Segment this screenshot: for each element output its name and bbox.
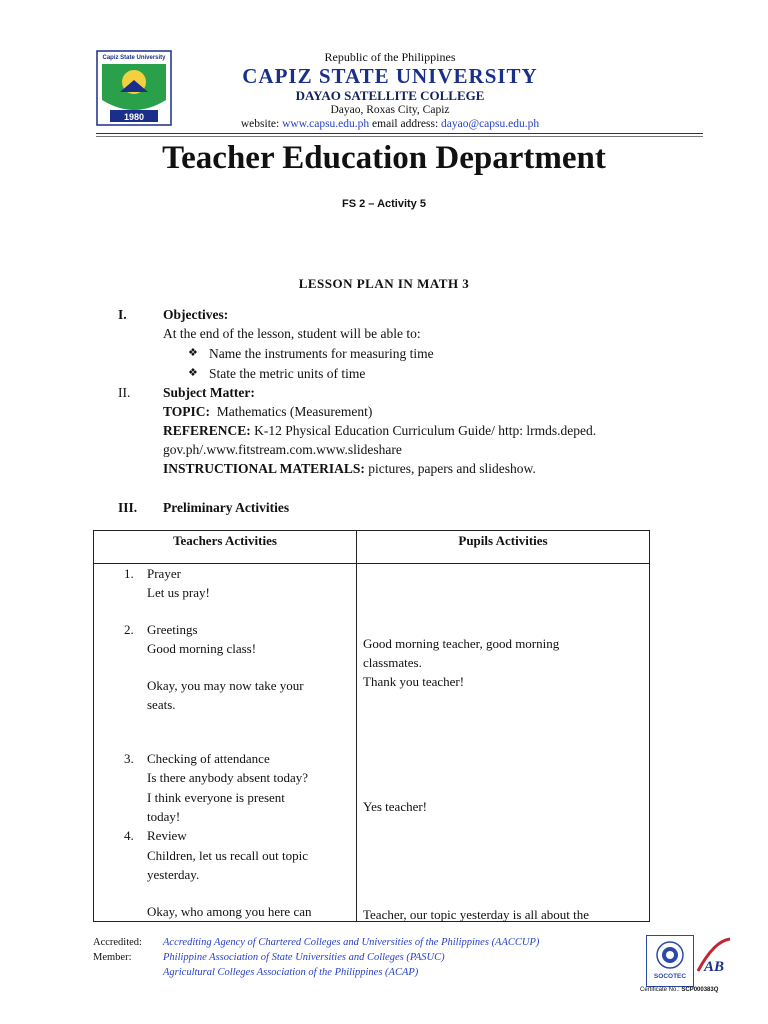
department-title: Teacher Education Department (162, 140, 606, 176)
pupil-line: Good morning teacher, good morning (363, 636, 560, 651)
bullet-icon: ❖ (188, 367, 198, 379)
pupil-line: Thank you teacher! (363, 674, 465, 689)
university-name: CAPIZ STATE UNIVERSITY (242, 64, 538, 88)
accredited-line (163, 935, 539, 950)
member1-text: Philippine Association of State Universities and Colleges (163, 952, 404, 963)
bullet-icon: ❖ (188, 347, 198, 359)
logo-text: Capiz State University (102, 55, 166, 61)
section-1-title: Objectives: (163, 307, 229, 322)
accredited-label: Accredited: (93, 937, 142, 948)
teacher-line: Let us pray! (147, 585, 210, 600)
objectives-intro: At the end of the lesson, student will be able to: (163, 326, 421, 341)
teacher-item-number: 4. (124, 828, 134, 843)
section-1-number: I. (118, 307, 127, 322)
table-divider (356, 531, 357, 921)
section-3-number: III. (118, 500, 138, 515)
objective-item: State the metric units of time (209, 366, 366, 381)
section-2-title: Subject Matter: (163, 385, 255, 400)
pupil-line: classmates. (363, 655, 422, 670)
teacher-line: yesterday. (147, 867, 200, 882)
member1-abbr: (PASUC) (406, 952, 445, 963)
reference-label: REFERENCE: (163, 423, 251, 438)
lesson-title: LESSON PLAN IN MATH 3 (298, 276, 470, 291)
teacher-line: Greetings (147, 622, 198, 637)
certificate-number (640, 987, 718, 993)
table-header-pupils: Pupils Activities (458, 533, 548, 548)
activity-label: FS 2 – Activity 5 (342, 198, 426, 210)
member2-text: Agricultural Colleges Association of the Philippines (163, 967, 383, 978)
reference-value: K-12 Physical Education Curriculum Guide/ http: lrmds.deped. (254, 423, 597, 438)
materials-line (163, 459, 536, 478)
socotec-certification-badge (646, 935, 694, 987)
teacher-line: Okay, who among you here can (147, 904, 312, 919)
accredited-text: Accrediting Agency of Chartered Colleges and Universities of the Philippines (163, 937, 489, 948)
badge1-text: SOCOTEC (653, 973, 687, 980)
website-label: website: (240, 118, 280, 130)
header-rule-thin (96, 136, 703, 137)
teacher-line: Prayer (147, 566, 181, 581)
logo-year: 1980 (123, 112, 145, 122)
cert-label: Certificate No.: (640, 987, 680, 993)
teacher-line: Is there anybody absent today? (147, 770, 309, 785)
teacher-line: Okay, you may now take your (147, 678, 304, 693)
header-rule (96, 133, 703, 134)
website-link[interactable]: www.capsu.edu.ph (282, 118, 370, 130)
email-link[interactable]: dayao@capsu.edu.ph (441, 118, 540, 130)
badge2-text: AB (703, 959, 725, 975)
university-logo (96, 50, 172, 126)
college-address: Dayao, Roxas City, Capiz (330, 104, 450, 116)
member-line-1 (163, 950, 445, 965)
reference-line (163, 421, 596, 440)
ab-accreditation-badge (694, 935, 734, 985)
objective-item: Name the instruments for measuring time (209, 346, 434, 361)
email-label: email address: (372, 118, 439, 130)
teacher-line: Children, let us recall out topic (147, 848, 309, 863)
section-3-title: Preliminary Activities (163, 500, 290, 515)
materials-value: pictures, papers and slideshow. (368, 461, 536, 476)
accredited-abbr: (AACCUP) (491, 937, 540, 948)
reference-continued: gov.ph/.www.fitstream.com.www.slideshare (163, 442, 402, 457)
member-label: Member: (93, 952, 132, 963)
member-line-2 (163, 965, 418, 980)
topic-value: Mathematics (Measurement) (216, 404, 373, 419)
section-2-number: II. (118, 385, 131, 400)
topic-line (163, 402, 372, 421)
cert-value: SCP000383Q (681, 987, 719, 993)
teacher-item-number: 1. (124, 566, 134, 581)
pupil-line: Teacher, our topic yesterday is all about the (363, 907, 589, 922)
contact-line (185, 118, 595, 130)
materials-label: INSTRUCTIONAL MATERIALS: (163, 461, 365, 476)
teacher-line: today! (147, 809, 181, 824)
teacher-item-number: 3. (124, 751, 134, 766)
teacher-item-number: 2. (124, 622, 134, 637)
teacher-line: Checking of attendance (147, 751, 270, 766)
table-header-teachers: Teachers Activities (173, 533, 277, 548)
teacher-line: I think everyone is present (147, 790, 285, 805)
teacher-line: Good morning class! (147, 641, 257, 656)
teacher-line: Review (147, 828, 187, 843)
teacher-line: seats. (147, 697, 176, 712)
activities-table (93, 530, 650, 922)
republic-line: Republic of the Philippines (324, 50, 456, 64)
topic-label: TOPIC: (163, 404, 211, 419)
college-name: DAYAO SATELLITE COLLEGE (295, 88, 485, 103)
member2-abbr: (ACAP) (385, 967, 419, 978)
pupil-line: Yes teacher! (363, 799, 428, 814)
